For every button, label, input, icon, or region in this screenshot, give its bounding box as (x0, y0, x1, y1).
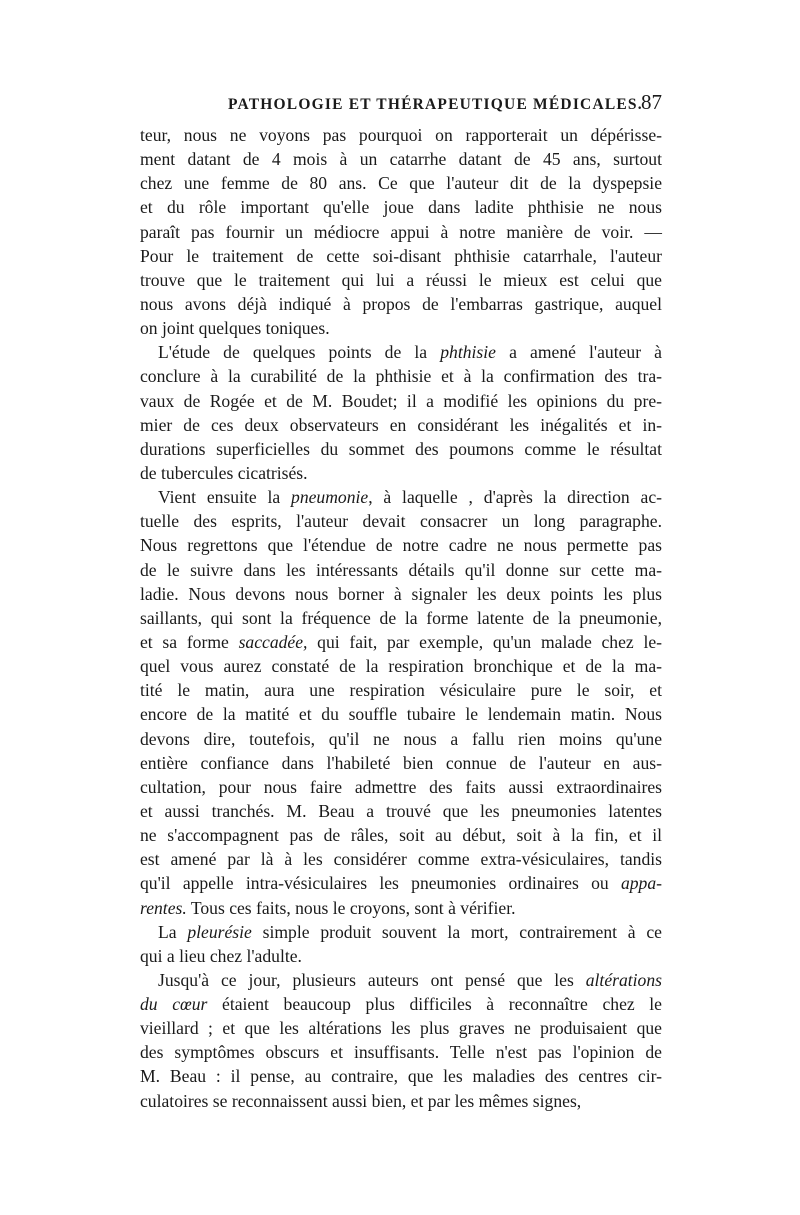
line-text: ladie. Nous devons nous borner à signaler les deux points les plus (140, 583, 662, 604)
text-line (140, 244, 662, 268)
italic-term: altérations (585, 969, 662, 990)
text-line (140, 751, 662, 775)
line-text: culatoires se reconnaissent aussi bien, et par les mêmes signes, (140, 1090, 582, 1111)
line-text: chez une femme de 80 ans. Ce que l'auteur dit de la dyspepsie (140, 173, 662, 194)
text-line (140, 171, 662, 195)
text-line (140, 437, 662, 461)
text-line (140, 847, 662, 871)
text-line (140, 871, 662, 895)
running-title: PATHOLOGIE ET THÉRAPEUTIQUE MÉDICALES. (228, 96, 643, 113)
line-text: paraît pas fournir un médiocre appui à notre manière de voir. — (140, 221, 662, 242)
line-text: L'étude de quelques points de la (158, 342, 441, 363)
line-text: , à laquelle , d'après la direction ac- (368, 487, 663, 508)
text-line (140, 1089, 662, 1113)
line-text: est amené par là à les considérer comme extra-vésiculaires, tandis (140, 849, 662, 870)
line-text: mier de ces deux observateurs en considérant les inégalités et in- (140, 414, 662, 435)
text-line (140, 799, 662, 823)
line-text: ne s'accompagnent pas de râles, soit au début, soit à la fin, et il (140, 825, 662, 846)
body-text (140, 123, 662, 1113)
text-line (140, 654, 662, 678)
line-text: de tubercules cicatrisés. (140, 462, 308, 483)
text-line (140, 944, 662, 968)
line-text: qu'il appelle intra-vésiculaires les pneumonies ordinaires ou (140, 873, 621, 894)
text-line (140, 268, 662, 292)
line-text: Tous ces faits, nous le croyons, sont à vérifier. (186, 897, 516, 918)
line-text: vaux de Rogée et de M. Boudet; il a modifié les opinions du pre- (140, 390, 662, 411)
line-text: entière confiance dans l'habileté bien connue de l'auteur en aus- (140, 752, 662, 773)
text-line (140, 558, 662, 582)
line-text: encore de la matité et du souffle tubaire le lendemain matin. Nous (140, 704, 662, 725)
italic-term: phthisie (440, 342, 496, 363)
line-text: durations superficielles du sommet des poumons comme le résultat (140, 438, 662, 459)
line-text: quel vous aurez constaté de la respiration bronchique et de la ma- (140, 656, 662, 677)
line-text: de le suivre dans les intéressants détails qu'il donne sur cette ma- (140, 559, 662, 580)
text-line (140, 678, 662, 702)
line-text: La (158, 921, 188, 942)
text-line (140, 727, 662, 751)
line-text: a amené l'auteur à (495, 342, 662, 363)
line-text: M. Beau : il pense, au contraire, que les maladies des centres cir- (140, 1066, 662, 1087)
text-line (140, 702, 662, 726)
text-line (140, 823, 662, 847)
italic-term: saccadée, (238, 631, 308, 652)
italic-term: rentes. (140, 897, 187, 918)
text-line (140, 606, 662, 630)
line-text: Nous regrettons que l'étendue de notre cadre ne nous permette pas (140, 535, 662, 556)
text-line (140, 389, 662, 413)
text-line (140, 316, 662, 340)
italic-term: du cœur (140, 994, 208, 1015)
line-text: teur, nous ne voyons pas pourquoi on rapporterait un dépérisse- (140, 125, 662, 145)
text-line (140, 364, 662, 388)
text-line (140, 992, 662, 1016)
line-text: et sa forme (140, 631, 239, 652)
text-line (140, 533, 662, 557)
text-line (140, 582, 662, 606)
line-text: qui fait, par exemple, qu'un malade chez le- (307, 631, 662, 652)
line-text: devons dire, toutefois, qu'il ne nous a fallu rien moins qu'une (140, 728, 662, 749)
line-text: nous avons déjà indiqué à propos de l'embarras gastrique, auquel (140, 293, 662, 314)
text-line (140, 485, 662, 509)
text-line (140, 123, 662, 147)
line-text: des symptômes obscurs et insuffisants. Telle n'est pas l'opinion de (140, 1042, 662, 1063)
text-line (140, 1040, 662, 1064)
text-line (140, 630, 662, 654)
text-line (140, 147, 662, 171)
text-line (140, 292, 662, 316)
line-text: ment datant de 4 mois à un catarrhe datant de 45 ans, surtout (140, 149, 662, 170)
text-line (140, 1016, 662, 1040)
text-line (140, 461, 662, 485)
text-line (140, 968, 662, 992)
line-text: et aussi tranchés. M. Beau a trouvé que les pneumonies latentes (140, 800, 662, 821)
line-text: Jusqu'à ce jour, plusieurs auteurs ont pensé que les (158, 969, 586, 990)
line-text: on joint quelques toniques. (140, 318, 330, 339)
italic-term: pleurésie (187, 921, 252, 942)
line-text: simple produit souvent la mort, contrairement à ce (251, 921, 662, 942)
text-line (140, 195, 662, 219)
line-text: saillants, qui sont la fréquence de la forme latente de la pneumonie, (140, 607, 662, 628)
text-line (140, 896, 662, 920)
text-line (140, 413, 662, 437)
line-text: qui a lieu chez l'adulte. (140, 945, 302, 966)
line-text: tuelle des esprits, l'auteur devait consacrer un long paragraphe. (140, 511, 662, 532)
page-number: 87 (641, 90, 662, 114)
text-line (140, 1064, 662, 1088)
line-text: conclure à la curabilité de la phthisie et à la confirmation des tra- (140, 366, 662, 387)
line-text: Pour le traitement de cette soi-disant phthisie catarrhale, l'auteur (140, 245, 662, 266)
text-line (140, 509, 662, 533)
line-text: étaient beaucoup plus difficiles à reconnaître chez le (207, 994, 662, 1015)
italic-term: pneumonie (291, 487, 369, 508)
italic-term: appa- (620, 873, 662, 894)
line-text: vieillard ; et que les altérations les plus graves ne produisaient que (140, 1018, 662, 1039)
line-text: tité le matin, aura une respiration vésiculaire pure le soir, et (140, 680, 662, 701)
text-line (140, 775, 662, 799)
line-text: cultation, pour nous faire admettre des faits aussi extraordinaires (140, 776, 662, 797)
text-line (140, 340, 662, 364)
line-text: Vient ensuite la (158, 487, 292, 508)
line-text: et du rôle important qu'elle joue dans ladite phthisie ne nous (140, 197, 662, 218)
line-text: trouve que le traitement qui lui a réussi le mieux est celui que (140, 269, 662, 290)
text-line (140, 920, 662, 944)
text-line (140, 220, 662, 244)
page-header (140, 90, 662, 120)
